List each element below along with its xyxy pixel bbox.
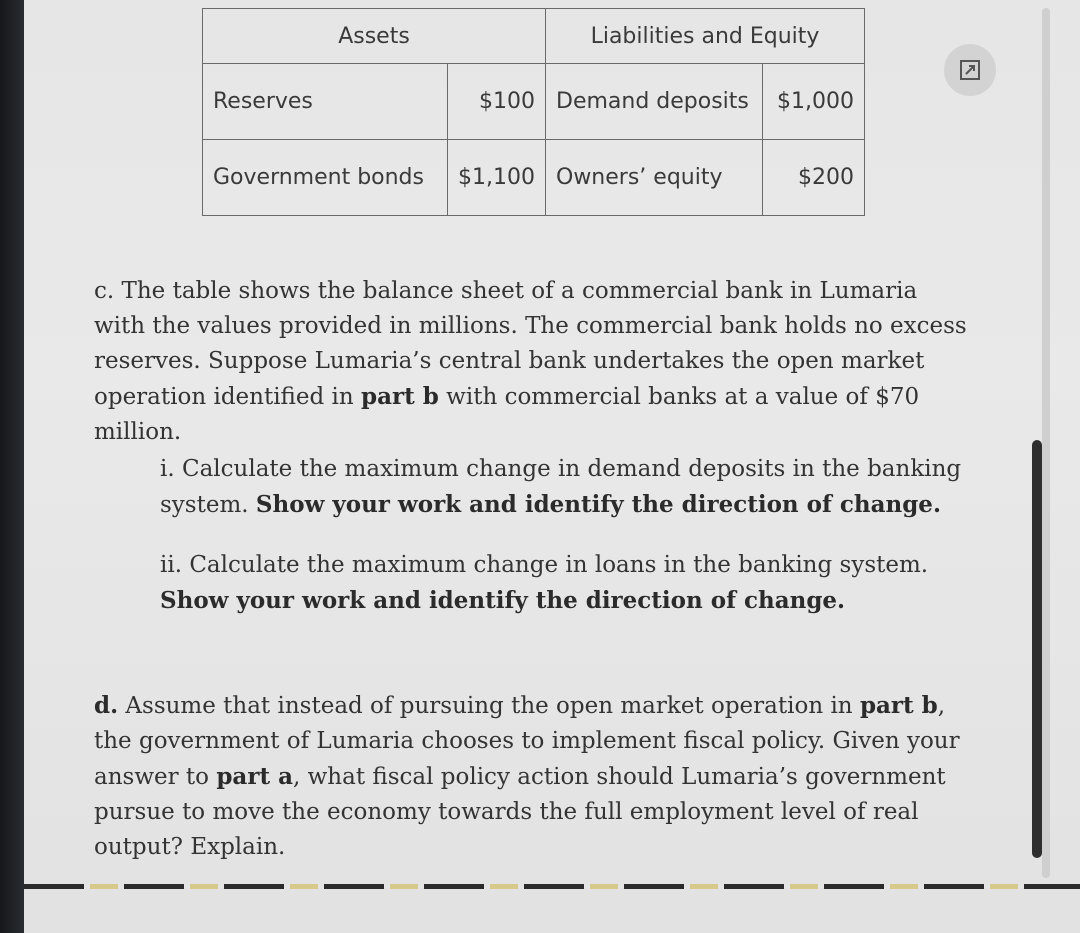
screen-bezel [0, 0, 24, 933]
expand-icon [958, 58, 982, 82]
part-c-i-bold: Show your work and identify the direction of change. [255, 491, 941, 518]
balance-sheet-table [202, 8, 865, 216]
part-c-bold: part b [361, 383, 439, 410]
table-cell: Reserves [203, 64, 448, 140]
part-d-bold: part b [859, 692, 938, 719]
scrollbar-thumb[interactable] [1032, 440, 1042, 858]
table-cell: Owners’ equity [546, 140, 763, 216]
liabilities-header: Liabilities and Equity [546, 9, 865, 64]
part-d-bold: part a [216, 763, 293, 790]
part-d-label: d. [94, 692, 119, 719]
table-header-row [203, 9, 865, 64]
table-cell: $1,100 [448, 140, 546, 216]
question-part-c-ii [160, 548, 990, 619]
expand-button[interactable] [944, 44, 996, 96]
part-d-text: , the government of Lumaria chooses to implement fiscal policy. Given your answer to [94, 693, 960, 790]
table-cell: $200 [763, 140, 865, 216]
question-part-d [94, 688, 974, 865]
part-c-ii-text: ii. Calculate the maximum change in loans in the banking system. [160, 552, 929, 578]
part-d-text: , what fiscal policy action should Lumaria’s government pursue to move the economy towards the full employment level of real output? Explain. [94, 764, 946, 860]
part-c-text: c. The table shows the balance sheet of a commercial bank in Lumaria with the values provided in millions. The commercial bank holds no excess reserves. Suppose Lumaria’s central bank undertakes the open market operation identified in [94, 278, 967, 410]
divider [24, 884, 1080, 889]
question-part-c-i [160, 452, 990, 523]
part-d-text: Assume that instead of pursuing the open market operation in [118, 693, 860, 719]
table-row [203, 140, 865, 216]
part-c-ii-bold: Show your work and identify the direction of change. [160, 587, 846, 614]
table-cell: $100 [448, 64, 546, 140]
table-row [203, 64, 865, 140]
question-part-c [94, 274, 974, 450]
part-c-text-end: with commercial banks at a value of $70 million. [94, 384, 920, 445]
scrollbar-track[interactable] [1042, 8, 1050, 878]
table-cell: $1,000 [763, 64, 865, 140]
assets-header: Assets [203, 9, 546, 64]
table-cell: Demand deposits [546, 64, 763, 140]
document-screen [24, 0, 1080, 933]
table-cell: Government bonds [203, 140, 448, 216]
part-c-i-text: i. Calculate the maximum change in demand deposits in the banking system. [160, 456, 962, 518]
